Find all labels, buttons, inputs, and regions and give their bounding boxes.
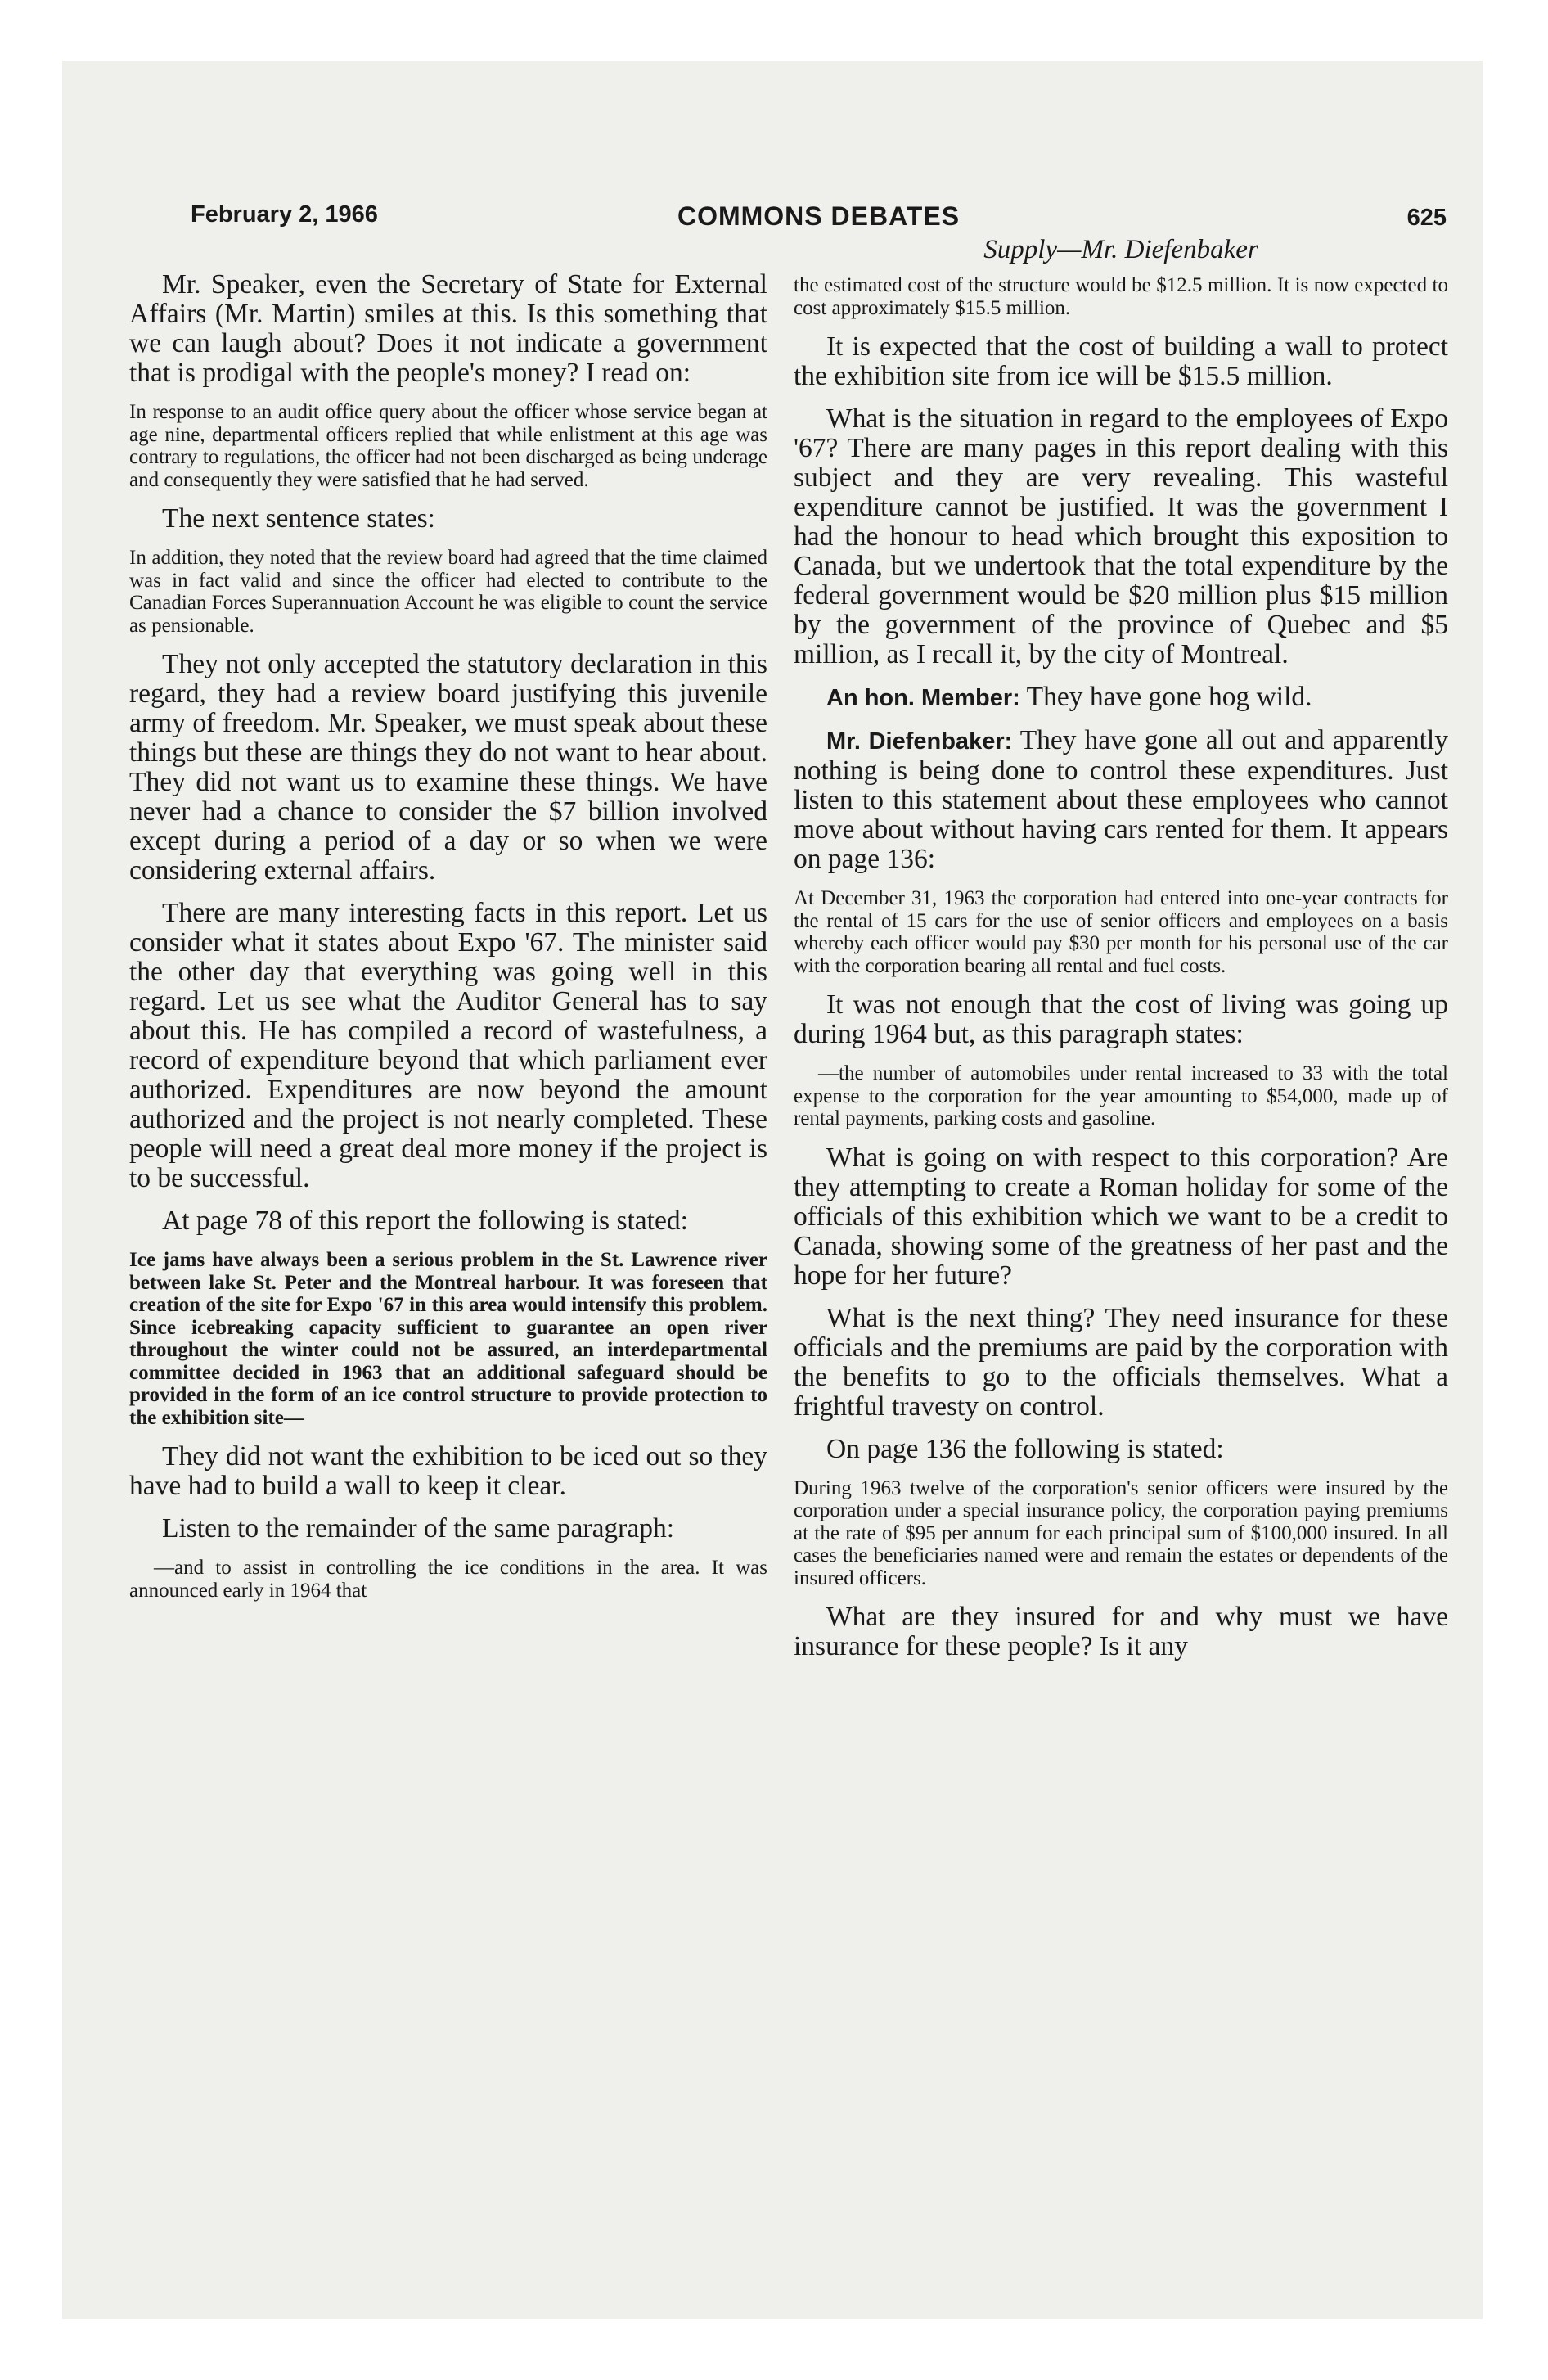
paragraph (794, 683, 1448, 713)
quotation: In addition, they noted that the review board had agreed that the time claimed was in fact valid and since the officer had elected to contribute to the Canadian Forces Superannuation Account he was eligible to count the service as pensionable. (129, 547, 767, 637)
quotation: —and to assist in controlling the ice conditions in the area. It was announced early in 1964 that (129, 1557, 767, 1602)
paragraph: What is the situation in regard to the employees of Expo '67? There are many pages in this report dealing with this subject and they are very revealing. This wasteful expenditure cannot be justified. It was the government I had the honour to head which brought this exposition to Canada, but we undertook that the total expenditure by the federal government would be $20 million plus $15 million by the government of the province of Quebec and $5 million, as I recall it, by the city of Montreal. (794, 403, 1448, 669)
speaker-name: Mr. Diefenbaker: (826, 728, 1013, 755)
paragraph: They not only accepted the statutory declaration in this regard, they had a review board justifying this juvenile army of freedom. Mr. Speaker, we must speak about these things but these are things they do not want to hear about. They did not want us to examine these things. We have never had a chance to consider the $7 billion involved except during a period of a day or so when we were considering external affairs. (129, 649, 767, 886)
speaker-name: An hon. Member: (826, 685, 1020, 711)
paragraph: The next sentence states: (162, 503, 435, 534)
quotation: —the number of automobiles under rental increased to 33 with the total expense to the corporation for the year amounting to $54,000, made up of rental payments, parking costs and gasoline. (794, 1062, 1448, 1129)
paragraph: At page 78 of this report the following is stated: (162, 1206, 688, 1236)
paragraph: It is expected that the cost of building a wall to protect the exhibition site from ice will be $15.5 million. (794, 331, 1448, 391)
paragraph: What is going on with respect to this corporation? Are they attempting to create a Roman holiday for some of the officials of this exhibition which we want to be a credit to Canada, showing some of the greatness of her past and the hope for her future? (794, 1142, 1448, 1291)
speech-text: They have gone all out and apparently nothing is being done to control these expenditures. Just listen to this statement about these employees who cannot move about without having cars rented for them. It appears on page 136: (794, 725, 1448, 874)
quotation: the estimated cost of the structure would be $12.5 million. It is now expected to cost approximately $15.5 million. (794, 274, 1448, 319)
right-column (794, 274, 1448, 1675)
quotation: At December 31, 1963 the corporation had entered into one-year contracts for the rental of 15 cars for the use of senior officers and employees on a basis whereby each officer would pay $30 per month for his personal use of the car with the corporation bearing all rental and fuel costs. (794, 887, 1448, 977)
page-number: 625 (1406, 205, 1447, 231)
quotation: In response to an audit office query about the officer whose service began at age nine, departmental officers replied that while enlistment at this age was contrary to regulations, the officer had not been discharged as being underage and consequently they were satisfied that he had served. (129, 401, 767, 491)
paragraph: There are many interesting facts in this report. Let us consider what it states about Expo '67. The minister said the other day that everything was going well in this regard. Let us see what the Auditor General has to say about this. He has compiled a record of wastefulness, a record of expenditure beyond that which parliament ever authorized. Expenditures are now beyond the amount authorized and the project is not nearly completed. These people will need a great deal more money if the project is to be successful. (129, 898, 767, 1193)
header-title: COMMONS DEBATES (677, 201, 961, 231)
paragraph (794, 726, 1448, 874)
running-head: Supply—Mr. Diefenbaker (983, 235, 1258, 264)
quotation: Ice jams have always been a serious problem in the St. Lawrence river between lake St. Peter and the Montreal harbour. It was foreseen that creation of the site for Expo '67 in this area would intensify this problem. Since icebreaking capacity sufficient to guarantee an open river throughout the winter could not be assured, an interdepartmental committee decided in 1963 that an additional safeguard should be provided in the form of an ice control structure to provide protection to the exhibition site— (129, 1249, 767, 1429)
speech-text: They have gone hog wild. (1026, 682, 1312, 712)
header-date: February 2, 1966 (191, 201, 378, 228)
paragraph: Mr. Speaker, even the Secretary of State for External Affairs (Mr. Martin) smiles at this. Is this something that we can laugh about? Does it not indicate a government that is prodigal with the people's money? I read on: (129, 269, 767, 388)
paragraph: What is the next thing? They need insurance for these officials and the premiums are paid by the corporation with the benefits to go to the officials themselves. What a frightful travesty on control. (794, 1302, 1448, 1422)
paragraph: What are they insured for and why must we have insurance for these people? Is it any (794, 1602, 1448, 1661)
left-column (129, 270, 767, 1615)
quotation: During 1963 twelve of the corporation's senior officers were insured by the corporation under a special insurance policy, the corporation paying premiums at the rate of $95 per annum for each principal sum of $100,000 insured. In all cases the beneficiaries named were and remain the estates or dependents of the insured officers. (794, 1476, 1448, 1589)
paragraph: Listen to the remainder of the same paragraph: (162, 1513, 675, 1544)
paragraph: They did not want the exhibition to be iced out so they have had to build a wall to keep it clear. (129, 1441, 767, 1501)
paragraph: On page 136 the following is stated: (826, 1433, 1224, 1464)
paragraph: It was not enough that the cost of living was going up during 1964 but, as this paragraph states: (794, 989, 1448, 1049)
page-header (191, 201, 1447, 234)
